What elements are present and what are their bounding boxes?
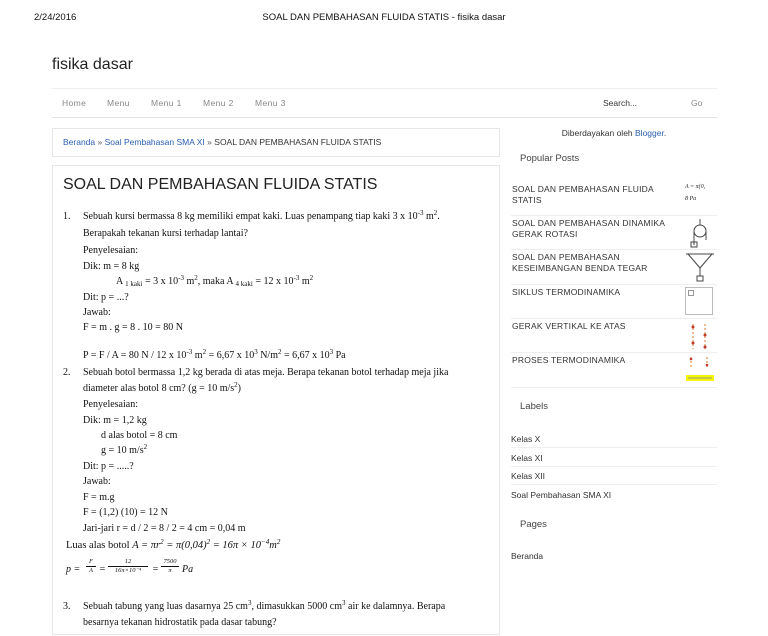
popular-post-title[interactable]: SIKLUS TERMODINAMIKA [512,287,621,297]
breadcrumb-separator: » [207,137,212,147]
equilibrium-diagram-icon[interactable] [685,252,715,282]
divider [511,484,717,485]
q3-number: 3. [63,601,71,612]
popular-post-title[interactable]: GERAK VERTIKAL KE ATAS [512,321,626,331]
q1-pressure: P = F / A = 80 N / 12 x $10^{-3}$ $m^2 = 6,67$ x $10^3$ $N/m^2 = 6,67$ x $10^3$ Pa [83,348,346,361]
navbar [52,88,717,118]
popular-post-item[interactable] [511,184,717,216]
popular-post-title[interactable]: PROSES TERMODINAMIKA [512,355,626,365]
search-go-button[interactable]: Go [691,98,703,108]
blogger-link[interactable]: Blogger [635,128,664,138]
label-link[interactable]: Kelas XI [511,453,543,463]
q2-dit: Dit: p = .....? [83,461,134,472]
print-date: 2/24/2016 [34,12,77,23]
breadcrumb [52,128,500,157]
nav-menu-3[interactable]: Menu 3 [255,98,286,108]
label-link[interactable]: Kelas X [511,434,541,444]
q2-solution-label: Penyelesaian: [83,399,138,410]
q1-dit: Dit: p = ...? [83,292,129,303]
q2-area: Luas alas botol $A = \pi r^2 = \pi(0,04)^2 = 16\pi \times 10^{-4}m^2$ [66,538,281,551]
vertical-motion-diagram-icon[interactable] [685,321,715,351]
q1-force: F = m . g = 8 . 10 = 80 N [83,322,183,333]
divider [511,447,717,448]
pulley-diagram-icon[interactable] [685,218,715,248]
popular-posts-title: Popular Posts [520,153,580,164]
post-body: 1. Sebuah kursi bermassa 8 kg memiliki empat kaki. Luas penampang tiap kaki 3 x $10^{-3}$ $m^2$. Berapakah tekanan kursi terhadap lantai? Penyelesaian: Dik: m = 8 kg A $_{1 kaki}$ = 3 x $10^{-3}$ $m^2$, maka A $_{4 kaki}$ = 12 x $10^{-3}$ $m^2$ Dit: p = ...? Jawab: F = m . g = 8 . 10 = 80 N P = F / A = 80 N / 12 x $10^{-3}$ $m^2 = 6,67$ x $10^3$ $N/m^2 = 6,67$ x $10^3$ Pa 2. Sebuah botol bermassa 1,2 kg berada di atas meja. Berapa tekanan botol terhadap meja jika diameter alas botol 8 cm? (g = 10 $m/s^2$) Penyelesaian: Dik: m = 1,2 kg d alas botol = 8 cm g = 10 $m/s^2$ Dit: p = .....? Jawab: F = m.g F = (1,2) (10) = 12 N Jari-jari r = d / 2 = 8 / 2 = 4 cm = 0,04 m Luas alas botol $A = \pi r^2 = \pi(0,04)^2 = 16\pi \times 10^{-4}m^2$ p = F A = 12 16π×10⁻⁴ = 7500 π Pa 3. Sebuah tabung yang luas dasarnya 25 $cm^3$, dimasukkan 5000 $cm^3$ air ke dalamnya. Berapa besarnya tekanan hidrostatik pada dasar tabung? [63,209,449,628]
page-link-beranda[interactable]: Beranda [511,551,544,561]
q2-number: 2. [63,367,71,378]
q2-radius: Jari-jari r = d / 2 = 8 / 2 = 4 cm = 0,04 m [83,523,246,534]
q2-jawab: Jawab: [83,476,111,487]
q2-gravity: g = 10 $m/s^2$ [101,443,148,456]
popular-post-title[interactable]: SOAL DAN PEMBAHASAN FLUIDA STATIS [512,184,654,205]
q1-line1: Sebuah kursi bermassa 8 kg memiliki empat kaki. Luas penampang tiap kaki 3 x $10^{-3}$ $m^2$. [83,209,440,222]
popular-post-item[interactable] [511,321,717,353]
q3-line1: Sebuah tabung yang luas dasarnya 25 $cm^3$, dimasukkan 5000 $cm^3$ air ke dalamnya. Berapa [83,599,446,612]
q2-force-formula: F = m.g [83,492,115,503]
post [52,165,500,635]
label-link[interactable]: Soal Pembahasan SMA XI [511,490,612,500]
q1-solution-label: Penyelesaian: [83,245,138,256]
q2-line2: diameter alas botol 8 cm? (g = 10 $m/s^2$) [83,381,242,394]
popular-post-item[interactable] [511,252,717,285]
q3-line2: besarnya tekanan hidrostatik pada dasar tabung? [83,617,277,628]
q1-number: 1. [63,211,71,222]
q1-dik: Dik: m = 8 kg [83,261,140,272]
powered-by: Diberdayakan oleh Blogger. [561,128,667,138]
divider [511,466,717,467]
search-input[interactable]: Search... [603,98,638,108]
popular-post-item[interactable] [511,355,717,388]
q2-diameter: d alas botol = 8 cm [101,430,178,441]
label-link[interactable]: Kelas XII [511,471,546,481]
thermodynamics-diagram-icon[interactable] [685,355,715,385]
q1-area: A $_{1 kaki}$ = 3 x $10^{-3}$ $m^2$, maka A $_{4 kaki}$ = 12 x $10^{-3}$ $m^2$ [116,274,314,288]
q2-force: F = (1,2) (10) = 12 N [83,507,168,518]
nav-home[interactable]: Home [62,98,87,108]
pages-title: Pages [520,519,547,530]
blog-title[interactable]: fisika dasar [52,56,133,73]
labels-title: Labels [520,401,548,412]
q2-dik: Dik: m = 1,2 kg [83,415,147,426]
broken-image-icon[interactable] [685,287,713,315]
breadcrumb-home[interactable]: Beranda [63,137,96,147]
nav-menu[interactable]: Menu [107,98,130,108]
print-title: SOAL DAN PEMBAHASAN FLUIDA STATIS - fisika dasar [262,12,506,23]
popular-post-title[interactable]: SOAL DAN PEMBAHASAN DINAMIKA GERAK ROTASI [512,218,665,239]
breadcrumb-category[interactable]: Soal Pembahasan SMA XI [104,137,205,147]
popular-post-thumbnail[interactable]: A = π(0, 8 Pa [685,184,706,202]
popular-post-title[interactable]: SOAL DAN PEMBAHASAN KESEIMBANGAN BENDA TEGAR [512,252,648,273]
nav-menu-1[interactable]: Menu 1 [151,98,182,108]
q1-jawab: Jawab: [83,307,111,318]
popular-post-item[interactable] [511,287,717,319]
post-title: SOAL DAN PEMBAHASAN FLUIDA STATIS [63,176,378,193]
breadcrumb-current: SOAL DAN PEMBAHASAN FLUIDA STATIS [214,137,382,147]
q1-line2: Berapakah tekanan kursi terhadap lantai? [83,228,248,239]
nav-menu-2[interactable]: Menu 2 [203,98,234,108]
popular-post-item[interactable] [511,218,717,250]
breadcrumb-separator: » [97,137,103,147]
q2-line1: Sebuah botol bermassa 1,2 kg berada di atas meja. Berapa tekanan botol terhadap meja jika [83,367,449,378]
